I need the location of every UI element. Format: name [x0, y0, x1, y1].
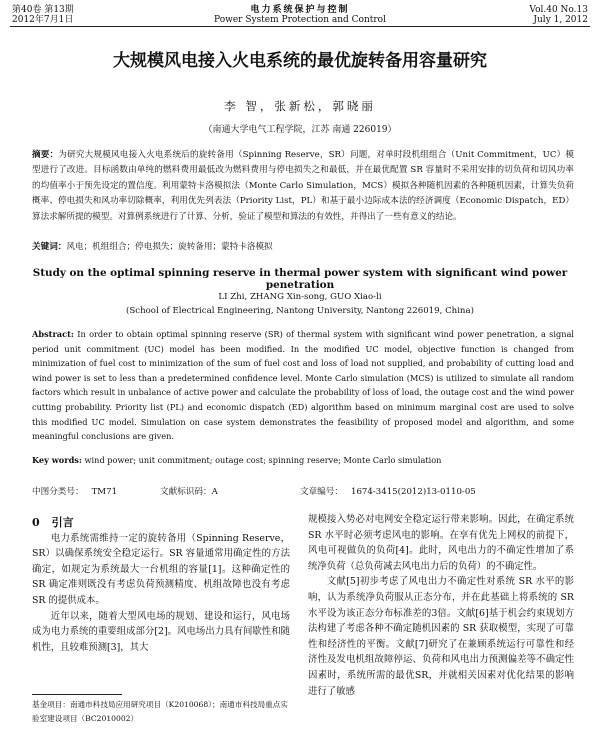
paragraph-continued: 规模接入势必对电网安全稳定运行带来影响。因此，在确定系统 SR 水平时必须考虑风电的影响。在享有优先上网权的前提下，风电可视做负的负荷[4]。此时，风电出力的不确定性增加了系统净负荷（总负荷减去风电出力后的负荷）的不确定性。 [308, 514, 574, 572]
keywords-en-label: Key words: [32, 455, 82, 465]
doc-code [160, 485, 218, 497]
authors-en: LI Zhi, ZHANG Xin-song, GUO Xiao-li [218, 292, 382, 302]
authors-cn: 李 智，张新松，郭晓丽 [224, 99, 376, 113]
section-number: 0 [32, 516, 40, 529]
journal-name-en: Power System Protection and Control [214, 15, 386, 25]
affiliation-en: (School of Electrical Engineering, Nantong University, Nantong 226019, China) [126, 306, 474, 316]
doc-value: A [211, 487, 218, 497]
keywords-cn-text: 风电；机组组合；停电损失；旋转备用；蒙特卡洛模拟 [66, 242, 273, 252]
paper-title-en: Study on the optimal spinning reserve in thermal power system with significant wind power penetration [32, 267, 568, 291]
doc-label: 文献标识码： [160, 487, 212, 497]
keywords-cn-label: 关键词： [32, 242, 67, 252]
paragraph: 电力系统需维持一定的旋转备用（Spinning Reserve，SR）以确保系统安全稳定运行。SR 容量通常用确定性的方法确定，如规定为系统最大一台机组的容量[1]。这种确定性的 SR 确定准则既没有考虑负荷预测精度、机组故障也没有考虑 SR 的提供成本。 [32, 532, 290, 606]
funding-footnote: 基金项目：南通市科技局应用研究项目（K2010068）；南通市科技局重点实验室建设项目（BC2010002） [32, 700, 288, 723]
abstract-en-label: Abstract: [32, 329, 74, 339]
header-center [10, 5, 590, 25]
keywords-cn [32, 240, 574, 252]
section-heading [32, 515, 290, 531]
art-value: 1674-3415(2012)13-0110-05 [350, 487, 476, 497]
affiliation-cn: （南通大学电气工程学院，江苏 南通 226019） [203, 125, 397, 135]
abstract-cn-label: 摘要： [32, 150, 59, 160]
journal-name-cn: 电力系统保护与控制 [250, 5, 350, 15]
clc-value: TM71 [91, 487, 118, 497]
body-right-column [308, 512, 574, 699]
paper-title-cn: 大规模风电接入火电系统的最优旋转备用容量研究 [113, 51, 487, 71]
abstract-en-text: In order to obtain optimal spinning reserve (SR) of thermal system with significant wind power penetration, a signal period unit commitment (UC) model has been modified. In the modified UC model, objective function is changed from minimization of fuel cost to minimization of the sum of fuel cost and loss of load not supplied, and probability of cutting load and wind power is set to less than a predetermined confidence level. Monte Carlo simulation (MCS) is utilized to simulate all random factors which result in unbalance of active power and calculate the probability of loss of load, the outage cost and the wind power cutting probability. Priority list (PL) and economic dispatch (ED) algorithm based on minimum marginal cost are used to solve this modified UC model. Simulation on case system demonstrates the feasibility of proposed model and algorithm, and some meaningful conclusions are given. [32, 329, 575, 442]
running-header [10, 4, 590, 27]
date-en: July 1, 2012 [533, 15, 588, 25]
volume-issue-cn: 第40卷 第13期 [12, 5, 74, 15]
paragraph: 文献[5]初步考虑了风电出力不确定性对系统 SR 水平的影响，认为系统净负荷服从正态分布，并在此基础上将系统的 SR 水平设为该正态分布标准差的3倍。文献[6]基于机会约束规划方法构建了考虑各种不确定随机因素的 SR 获取模型，实现了可靠性和经济性的平衡。文献[7]研究了在兼顾系统运行可靠性和经济性及发电机组故障停运、负荷和风电出力预测偏差等不确定性因素时，系统所需的最优SR，并就相关因素对优化结果的影响进行了敏感 [308, 576, 574, 697]
clc-number [32, 485, 117, 497]
paragraph: 近年以来，随着大型风电场的规划、建设和运行，风电场成为电力系统的重要组成部分[2]。风电场出力具有间歇性和随机性，且较难预测[3]，其大 [32, 610, 290, 653]
keywords-en-text: wind power; unit commitment; outage cost; spinning reserve; Monte Carlo simulation [84, 455, 442, 465]
art-label: 文章编号： [300, 487, 343, 497]
body-left-column [32, 515, 290, 655]
abstract-en [32, 327, 574, 444]
section-title: 引言 [51, 516, 74, 529]
footnote-divider [32, 694, 122, 695]
volume-issue-en: Vol.40 No.13 [529, 5, 588, 15]
header-right [529, 5, 588, 25]
keywords-en [32, 455, 574, 465]
abstract-cn [32, 148, 574, 225]
abstract-cn-text: 为研究大规模风电接入火电系统后的旋转备用（Spinning Reserve，SR）问题，对单时段机组组合（Unit Commitment，UC）模型进行了改进。目标函数由单纯的燃料费用最低改为燃料费用与停电损失之和最低，并在最优配置 SR 容量时不采用安排的切负荷和切风功率的均值率小于预先设定的置信度。利用蒙特卡洛模拟法（Monte Carlo Simulation，MCS）模拟各种随机因素的各种随机因素，计算失负荷概率、停电损失和风功率切除概率，利用优先列表法（Priority List，PL）和基于最小边际成本法的经济调度（Economic Dispatch，ED）算法求解所提的模型。对算例系统进行了计算、分析，验证了模型和算法的有效性，并得出了一些有意义的结论。 [32, 150, 574, 222]
date-cn: 2012年7月1日 [12, 15, 74, 25]
article-number [300, 485, 476, 497]
clc-label: 中图分类号： [32, 487, 84, 497]
